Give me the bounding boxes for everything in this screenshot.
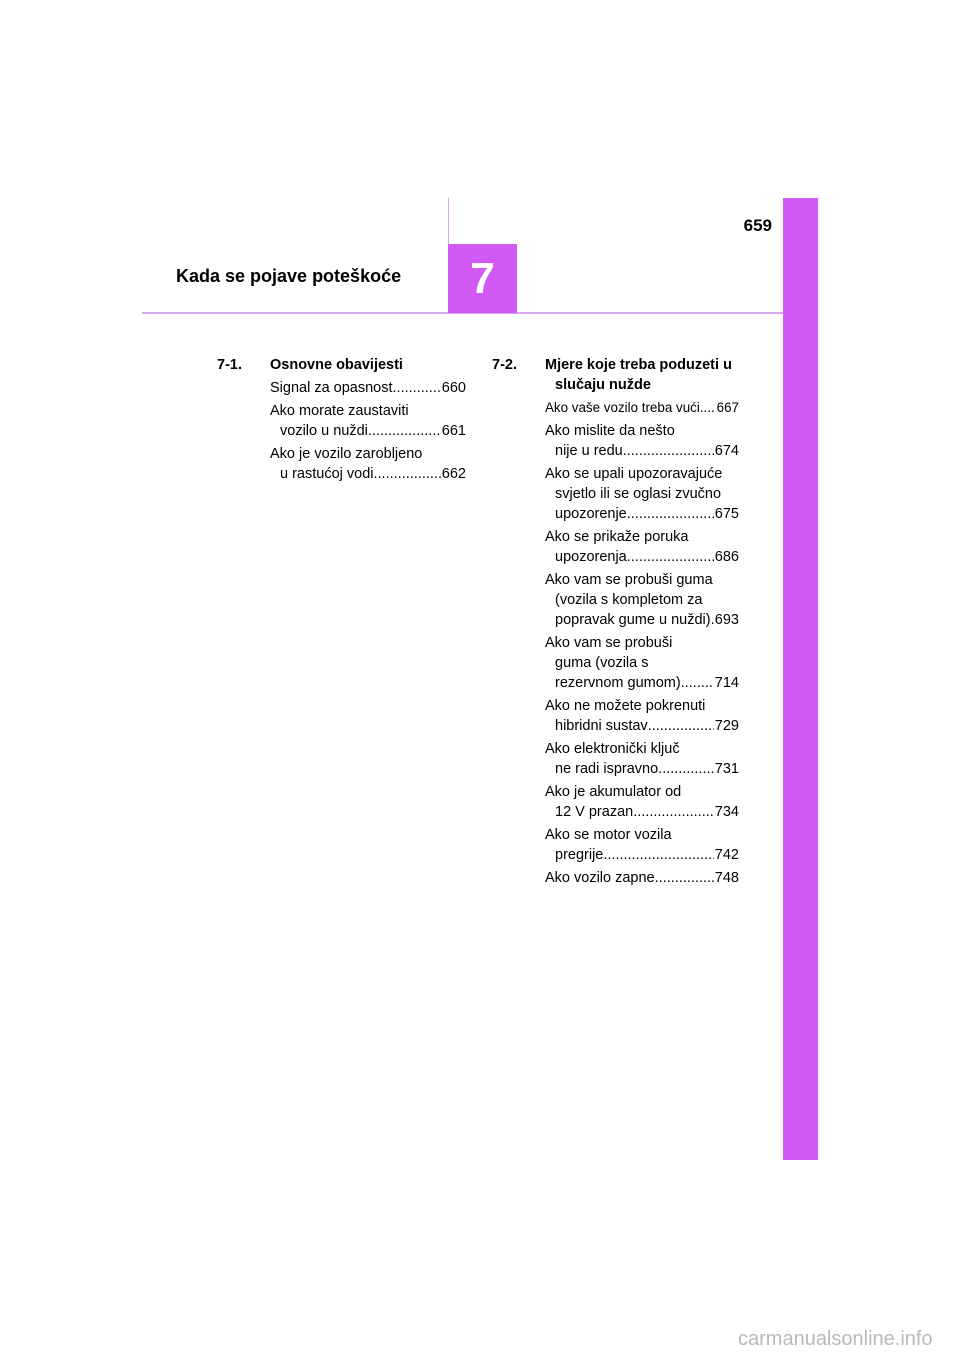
- toc-entry-text: Ako ne možete pokrenuti: [545, 698, 706, 714]
- section-title-line: Osnovne obavijesti: [270, 357, 403, 373]
- dot-leader: [603, 845, 713, 865]
- toc-entry[interactable]: [545, 633, 739, 693]
- section-title: [270, 355, 466, 375]
- toc-entry-text: hibridni sustav: [555, 718, 648, 734]
- dot-leader: [633, 802, 714, 822]
- toc-entry-last-line: [545, 759, 739, 779]
- toc-entry-last-line: [270, 464, 466, 484]
- toc-section-7-1: [217, 355, 466, 487]
- dot-leader: [627, 547, 714, 567]
- toc-entry-text: guma (vozila s: [555, 655, 649, 671]
- toc-page-number: 686: [714, 549, 739, 565]
- toc-entry[interactable]: [545, 464, 739, 524]
- toc-page-number: 734: [714, 804, 739, 820]
- toc-entry-last-line: [270, 378, 466, 398]
- dot-leader: [374, 464, 441, 484]
- chapter-title: Kada se pojave poteškoće: [176, 266, 402, 286]
- toc-entry-last-line: [545, 504, 739, 524]
- toc-page-number: 693: [714, 612, 739, 628]
- dot-leader: [655, 868, 714, 888]
- toc-entry[interactable]: [545, 696, 739, 736]
- section-title-line: slučaju nužde: [555, 377, 651, 393]
- toc-entry-text: Ako vam se probuši: [545, 635, 673, 651]
- toc-entry-text: (vozila s kompletom za: [555, 592, 703, 608]
- toc-page-number: 729: [714, 718, 739, 734]
- toc-entry-text: Ako je vozilo zarobljeno: [270, 446, 423, 462]
- toc-entry-last-line: [545, 845, 739, 865]
- watermark: carmanualsonline.info: [738, 1328, 933, 1350]
- toc-entry-text: upozorenja: [555, 549, 627, 565]
- toc-section-7-2: [492, 355, 739, 891]
- toc-entry-last-line: [545, 441, 739, 461]
- toc-entry-text: Ako je akumulator od: [545, 784, 682, 800]
- toc-entry[interactable]: [270, 378, 466, 398]
- toc-page-number: 742: [714, 847, 739, 863]
- toc-entry-text: vozilo u nuždi: [280, 423, 368, 439]
- toc-page-number: 731: [714, 761, 739, 777]
- toc-entry-last-line: [270, 421, 466, 441]
- toc-entry-text: 12 V prazan: [555, 804, 634, 820]
- toc-list: [270, 378, 466, 484]
- toc-entry-text: u rastućoj vodi: [280, 466, 374, 482]
- toc-entry-text: svjetlo ili se oglasi zvučno: [555, 486, 722, 502]
- toc-entry[interactable]: [545, 398, 739, 418]
- toc-entry-text: Ako se upali upozoravajuće: [545, 466, 723, 482]
- toc-entry[interactable]: [270, 444, 466, 484]
- toc-entry-text: Ako vam se probuši guma: [545, 572, 713, 588]
- section-heading: [492, 355, 739, 395]
- dot-leader: [700, 398, 716, 418]
- toc-entry[interactable]: [545, 782, 739, 822]
- toc-page-number: 660: [441, 380, 466, 396]
- section-number: 7-1.: [217, 357, 242, 373]
- toc-entry-last-line: [545, 868, 739, 888]
- toc-entry[interactable]: [545, 825, 739, 865]
- dot-leader: [648, 716, 714, 736]
- toc-entry[interactable]: [545, 739, 739, 779]
- dot-leader: [368, 421, 441, 441]
- toc-entry-text: ne radi ispravno: [555, 761, 659, 777]
- section-heading: [217, 355, 466, 375]
- dot-leader: [681, 673, 714, 693]
- toc-entry-text: Ako se motor vozila: [545, 827, 672, 843]
- section-title-line: Mjere koje treba poduzeti u: [545, 357, 732, 373]
- chapter-side-tab: [783, 198, 818, 1160]
- toc-entry[interactable]: [270, 401, 466, 441]
- toc-page-number: 674: [714, 443, 739, 459]
- toc-entry-last-line: [545, 802, 739, 822]
- toc-entry-text: Signal za opasnost: [270, 380, 393, 396]
- section-title: [545, 355, 739, 395]
- toc-entry-text: popravak gume u nuždi): [555, 612, 711, 628]
- header-divider-vertical: [448, 198, 449, 244]
- toc-entry-last-line: [545, 398, 739, 418]
- toc-entry-text: Ako elektronički ključ: [545, 741, 680, 757]
- toc-entry-text: pregrije: [555, 847, 604, 863]
- toc-entry[interactable]: [545, 570, 739, 630]
- dot-leader: [658, 759, 714, 779]
- chapter-number-box: [448, 244, 517, 313]
- toc-entry-last-line: [545, 673, 739, 693]
- toc-entry-text: Ako se prikaže poruka: [545, 529, 689, 545]
- toc-page-number: 714: [714, 675, 739, 691]
- section-number: 7-2.: [492, 357, 517, 373]
- toc-page-number: 675: [714, 506, 739, 522]
- dot-leader: [393, 378, 441, 398]
- toc-entry-text: rezervnom gumom): [555, 675, 681, 691]
- toc-page-number: 662: [441, 466, 466, 482]
- toc-entry-text: Ako vozilo zapne: [545, 870, 655, 886]
- toc-entry-text: Ako morate zaustaviti: [270, 403, 409, 419]
- toc-list: [545, 398, 739, 888]
- toc-entry-text: nije u redu: [555, 443, 623, 459]
- toc-page-number: 748: [714, 870, 739, 886]
- toc-entry-text: Ako vaše vozilo treba vući: [545, 400, 700, 415]
- page-number: 659: [743, 216, 772, 235]
- toc-page-number: 661: [441, 423, 466, 439]
- toc-entry-last-line: [545, 547, 739, 567]
- toc-entry-last-line: [545, 610, 739, 630]
- dot-leader: [627, 504, 714, 524]
- toc-entry[interactable]: [545, 868, 739, 888]
- toc-entry-text: Ako mislite da nešto: [545, 423, 675, 439]
- toc-page-number: 667: [716, 400, 739, 415]
- dot-leader: [623, 441, 714, 461]
- toc-entry[interactable]: [545, 421, 739, 461]
- toc-entry-last-line: [545, 716, 739, 736]
- toc-entry[interactable]: [545, 527, 739, 567]
- chapter-number: 7: [470, 253, 495, 303]
- toc-entry-text: upozorenje: [555, 506, 627, 522]
